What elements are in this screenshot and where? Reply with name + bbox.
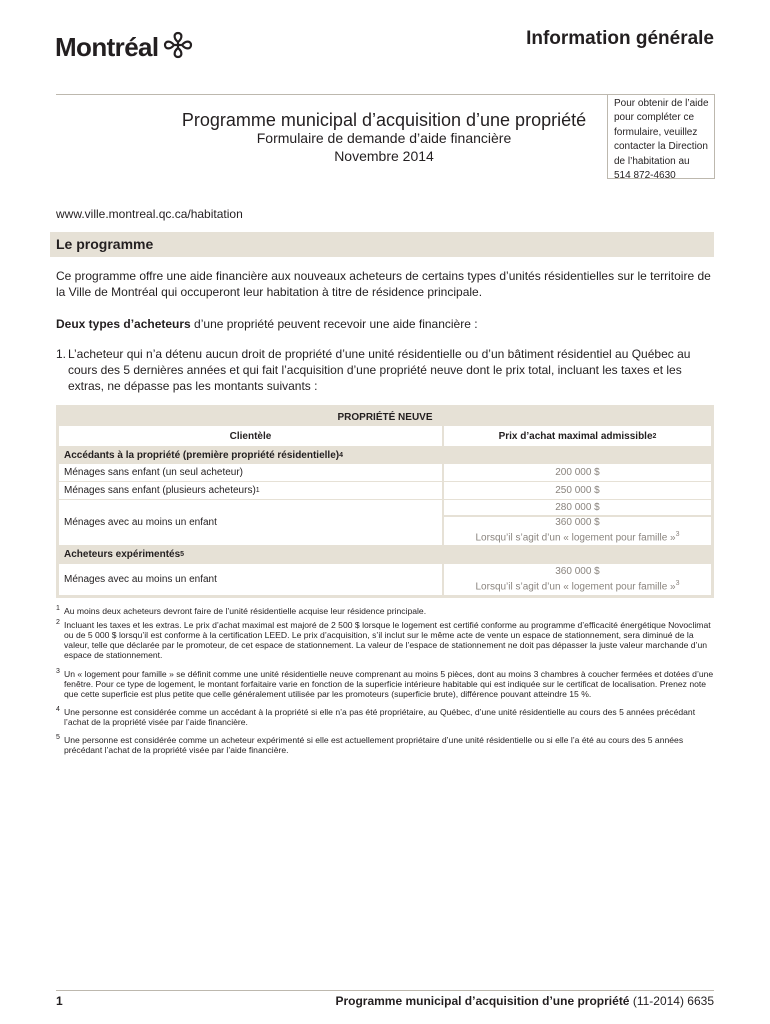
contact-line: contacter la Direction bbox=[614, 141, 708, 153]
table-row-value: 200 000 $ bbox=[444, 464, 711, 481]
footnote-ref: 5 bbox=[180, 550, 185, 558]
footnote-number: 3 bbox=[56, 668, 60, 675]
footnote-ref: 1 bbox=[255, 487, 260, 494]
footnote-text: Un « logement pour famille » se définit comme une unité résidentielle neuve comprenant au moins 5 pièces, dont au moins 3 chambres à coucher fermées et dotées d’une fenêtre. Pour ce type de logement, le montant forfaitaire varie en fonction de la superficie intérieure habitable qui est indiquée sur le certificat de localisation. Prenez note que cette superficie est plus petite que celle généralement utilisée par les promoteurs (superficie brute), différence pouvant atteindre 15 %. bbox=[64, 669, 714, 699]
program-title: Programme municipal d’acquisition d’une propriété bbox=[181, 110, 587, 130]
table-header-clientele: Clientèle bbox=[59, 426, 442, 446]
table-row-value-family bbox=[444, 517, 711, 545]
table-row-value: 250 000 $ bbox=[444, 482, 711, 499]
list-text: L’acheteur qui n’a détenu aucun droit de propriété d’une unité résidentielle ou d’un bâtiment résidentiel au Québec au cours des 5 dernières années et qui fait l’acquisition d’une propriété neuve dont le prix total, incluant les taxes et les extras, ne dépasse pas les montants suivants : bbox=[68, 347, 691, 393]
table-title: PROPRIÉTÉ NEUVE bbox=[337, 411, 433, 423]
price-value: 360 000 $ bbox=[555, 565, 600, 577]
footnote-ref: 3 bbox=[675, 531, 680, 539]
contact-line: pour compléter ce bbox=[614, 112, 695, 124]
footnote-number: 1 bbox=[56, 605, 60, 612]
footnote-number: 2 bbox=[56, 619, 60, 626]
price-note-text: Lorsqu’il s’agit d’un « logement pour famille » bbox=[475, 532, 676, 544]
footnote bbox=[56, 620, 716, 660]
table-row-label: Ménages sans enfant (un seul acheteur) bbox=[59, 464, 442, 481]
row-label-text: Ménages sans enfant (plusieurs acheteurs) bbox=[64, 485, 256, 496]
footer-form-code: (11-2014) 6635 bbox=[629, 994, 714, 1008]
form-date: Novembre 2014 bbox=[334, 148, 434, 164]
eligibility-table bbox=[56, 405, 714, 598]
footer-program-name: Programme municipal d’acquisition d’une propriété bbox=[335, 994, 630, 1008]
price-note bbox=[475, 578, 679, 593]
footnote bbox=[56, 669, 716, 699]
table-row-label bbox=[59, 482, 442, 499]
website-link[interactable]: www.ville.montreal.qc.ca/habitation bbox=[56, 207, 243, 221]
table-group-experienced bbox=[59, 545, 711, 563]
footnote-ref: 3 bbox=[675, 579, 680, 587]
types-rest: d’une propriété peuvent recevoir une aide financière : bbox=[190, 317, 478, 331]
page-number: 1 bbox=[56, 994, 63, 1008]
section-header bbox=[50, 232, 714, 257]
section-title: Le programme bbox=[56, 236, 154, 252]
logo-text: Montréal bbox=[55, 32, 159, 62]
footer-divider bbox=[56, 990, 714, 991]
table-header-price bbox=[444, 426, 711, 446]
group-label: Acheteurs expérimentés bbox=[64, 548, 181, 560]
footnote bbox=[56, 606, 716, 616]
footnote-text: Une personne est considérée comme un acheteur expérimenté si elle est actuellement propriétaire d’une unité résidentielle ou si elle l’a été au cours des 5 années précédant l’achat de la propriété visée par l’aide financière. bbox=[64, 735, 684, 755]
list-item bbox=[56, 346, 716, 394]
table-header-price-label: Prix d’achat maximal admissible bbox=[498, 430, 653, 442]
footnote-text: Une personne est considérée comme un accédant à la propriété si elle n’a pas été propriétaire, au Québec, d’une unité résidentielle au cours des 5 années précédant l’achat de la propriété visée par l’aide financière. bbox=[64, 707, 696, 727]
city-logo bbox=[55, 30, 194, 65]
table-group-first-buyers bbox=[59, 446, 711, 464]
footnote-ref: 4 bbox=[339, 451, 343, 459]
footnote-text: Au moins deux acheteurs devront faire de l’unité résidentielle acquise leur résidence principale. bbox=[64, 606, 427, 616]
contact-line: formulaire, veuillez bbox=[614, 126, 698, 138]
document-type-heading: Information générale bbox=[526, 28, 714, 49]
contact-line: Pour obtenir de l’aide bbox=[614, 98, 709, 109]
list-number: 1. bbox=[56, 347, 67, 361]
price-value: 360 000 $ bbox=[555, 517, 600, 529]
intro-paragraph: Ce programme offre une aide financière aux nouveaux acheteurs de certains types d’unités résidentielles sur le territoire de la Ville de Montréal qui occuperont leur habitation à titre de résidence principale. bbox=[56, 269, 711, 299]
footnote-text: Incluant les taxes et les extras. Le prix d’achat maximal est majoré de 2 500 $ lorsque le logement est certifié conforme au programme d’efficacité énergétique Novoclimat ou de 5 000 $ lorsqu’il est conforme à la certification LEED. Le prix d’acquisition, s’il inclut sur le même acte de vente un espace de stationnement, sera diminué de la valeur, telle que déclarée par le promoteur, de cet espace de stationnement. La valeur de l’espace de stationnement ne doit pas dépasser la juste valeur marchande d’un espace de stationnement. bbox=[64, 620, 711, 660]
footnote bbox=[56, 735, 716, 755]
table-row-label: Ménages avec au moins un enfant bbox=[59, 500, 442, 545]
group-label: Accédants à la propriété (première propriété résidentielle) bbox=[64, 449, 340, 461]
footnote bbox=[56, 707, 716, 727]
types-paragraph bbox=[56, 316, 716, 332]
footnote-number: 5 bbox=[56, 734, 60, 741]
table-row-value: 280 000 $ bbox=[444, 500, 711, 515]
table-row-label: Ménages avec au moins un enfant bbox=[59, 564, 442, 595]
form-subtitle: Formulaire de demande d’aide financière bbox=[256, 130, 512, 146]
contact-phone: 514 872-4630 bbox=[614, 170, 676, 182]
types-bold: Deux types d’acheteurs bbox=[56, 317, 191, 331]
price-note bbox=[475, 529, 679, 544]
table-row-value-family bbox=[444, 564, 711, 595]
footer-title bbox=[335, 994, 714, 1008]
fleur-logo-icon bbox=[162, 30, 194, 65]
contact-line: de l’habitation au bbox=[614, 155, 690, 167]
contact-info-box bbox=[607, 94, 715, 182]
footnote-number: 4 bbox=[56, 706, 60, 713]
footnote-ref: 2 bbox=[652, 432, 657, 440]
price-note-text: Lorsqu’il s’agit d’un « logement pour famille » bbox=[475, 581, 676, 593]
